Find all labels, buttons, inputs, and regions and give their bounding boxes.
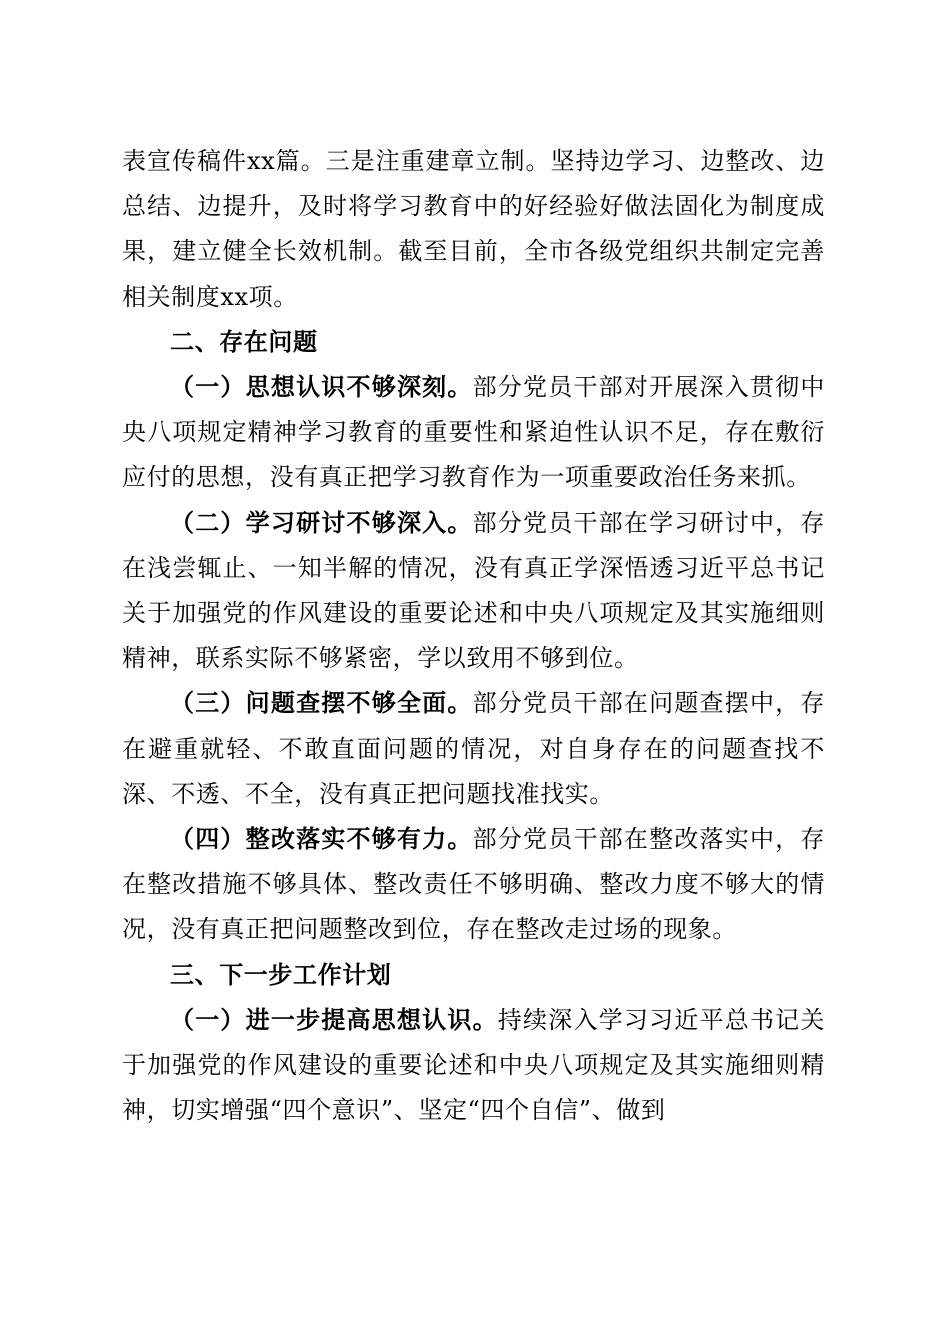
section-heading-next-steps: 三、下一步工作计划 <box>170 960 392 989</box>
paragraph-problem-2 <box>122 501 825 682</box>
paragraph-lead: （二）学习研讨不够深入。 <box>170 508 473 537</box>
document-page <box>122 139 825 1133</box>
paragraph-body: 持续深入学习习近平总书记关于加强党的作风建设的重要论述和中央八项规定及其实施细则精神，切实增强“四个意识”、坚定“四个自信”、做到 <box>122 1005 825 1125</box>
paragraph-problem-1 <box>122 365 825 501</box>
paragraph-problem-4 <box>122 817 825 953</box>
paragraph-plan-1 <box>122 998 825 1134</box>
paragraph-lead: （一）进一步提高思想认识。 <box>170 1005 498 1034</box>
paragraph-body: 部分党员干部在问题查摆中，存在避重就轻、不敢直面问题的情况，对自身存在的问题查找不深、不透、不全，没有真正把问题找准找实。 <box>122 689 825 808</box>
paragraph-lead: （三）问题查摆不够全面。 <box>170 689 473 718</box>
section-heading-problems: 二、存在问题 <box>170 327 318 356</box>
paragraph-lead: （一）思想认识不够深刻。 <box>170 373 473 402</box>
paragraph-continuation: 表宣传稿件xx篇。三是注重建章立制。坚持边学习、边整改、边总结、边提升，及时将学习教育中的好经验好做法固化为制度成果，建立健全长效机制。截至目前，全市各级党组织共制定完善相关制度xx项。 <box>122 147 825 311</box>
paragraph-lead: （四）整改落实不够有力。 <box>170 825 473 854</box>
paragraph-body: 部分党员干部对开展深入贯彻中央八项规定精神学习教育的重要性和紧迫性认识不足，存在敷衍应付的思想，没有真正把学习教育作为一项重要政治任务来抓。 <box>122 373 825 492</box>
paragraph-body: 部分党员干部在整改落实中，存在整改措施不够具体、整改责任不够明确、整改力度不够大的情况，没有真正把问题整改到位，存在整改走过场的现象。 <box>122 825 825 944</box>
paragraph-body: 部分党员干部在学习研讨中，存在浅尝辄止、一知半解的情况，没有真正学深悟透习近平总书记关于加强党的作风建设的重要论述和中央八项规定及其实施细则精神，联系实际不够紧密，学以致用不够到位。 <box>122 508 825 673</box>
paragraph-problem-3 <box>122 681 825 817</box>
